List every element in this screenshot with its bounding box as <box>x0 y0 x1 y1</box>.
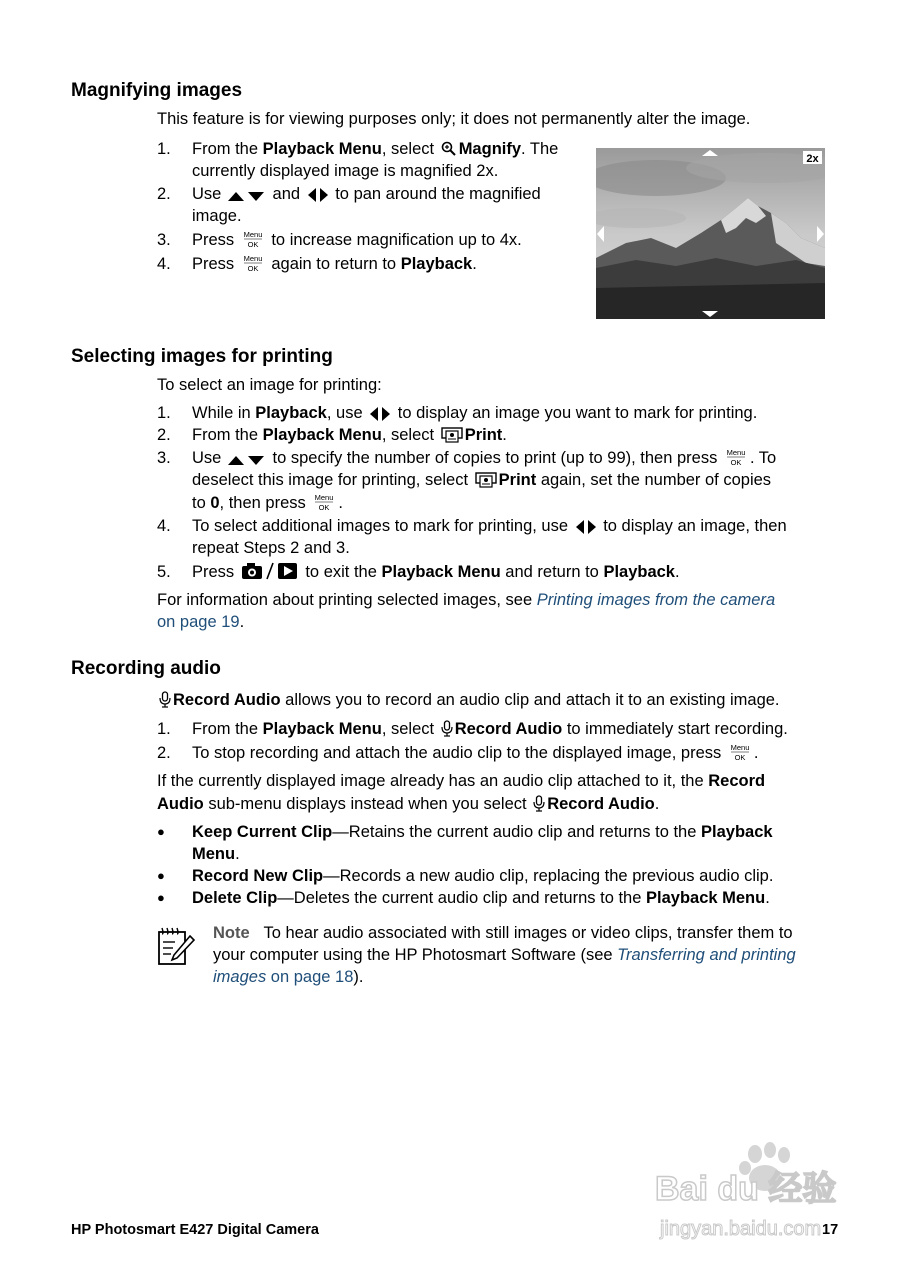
svg-text:OK: OK <box>318 503 330 512</box>
magnify-step-2-line2: image. <box>192 207 242 225</box>
heading-recording-audio: Recording audio <box>71 658 221 679</box>
svg-text:OK: OK <box>247 240 259 249</box>
magnified-mountain-photo <box>596 148 825 319</box>
svg-text:Menu: Menu <box>726 448 746 457</box>
print-step-3-line2: deselect this image for printing, select Print again, set the number of copies <box>192 469 771 494</box>
note-text-line2: your computer using the HP Photosmart Software (see Transferring and printing <box>213 946 796 964</box>
print-step-5: Press to exit the Playback Menu and return to Playback. <box>192 561 680 586</box>
print-step-4-num: 4. <box>157 517 171 535</box>
menu-ok-icon <box>241 229 265 249</box>
print-step-3-num: 3. <box>157 449 171 467</box>
left-right-arrows-icon <box>307 186 329 208</box>
heading-magnifying: Magnifying images <box>71 80 243 101</box>
print-step-3-line3: to 0, then press Menu OK . <box>192 493 343 512</box>
link-transferring[interactable]: Transferring and printing <box>617 946 796 964</box>
print-step-2: From the Playback Menu, select Print. <box>192 424 507 449</box>
print-info: For information about printing selected images, see Printing images from the camera <box>157 591 776 609</box>
camera-playback-icon <box>241 562 299 586</box>
print-info-line2: on page 19. <box>157 613 245 631</box>
magnify-step-2: Use and to pan around the magnified <box>192 183 541 208</box>
svg-text:OK: OK <box>734 753 746 762</box>
print-step-2-num: 2. <box>157 426 171 444</box>
magnify-step-1: From the Playback Menu, select Magnify. The <box>192 138 558 163</box>
print-intro: To select an image for printing: <box>157 376 382 394</box>
magnify-step-1-line2: currently displayed image is magnified 2x. <box>192 162 499 180</box>
print-step-1-num: 1. <box>157 404 171 422</box>
left-right-arrows-icon <box>575 518 597 540</box>
audio-para: If the currently displayed image already has an audio clip attached to it, the Record <box>157 772 766 790</box>
audio-step-2: To stop recording and attach the audio clip to the displayed image, press Menu OK . <box>192 743 759 762</box>
magnify-intro: This feature is for viewing purposes only; it does not permanently alter the image. <box>157 110 751 128</box>
audio-step-2-num: 2. <box>157 744 171 762</box>
audio-intro: Record Audio allows you to record an audio clip and attach it to an existing image. <box>157 689 780 714</box>
microphone-icon <box>441 720 453 743</box>
bullet-keep-current-clip: Keep Current Clip—Retains the current audio clip and returns to the Playback <box>192 823 773 841</box>
print-icon <box>441 427 463 449</box>
bullet-marker: ● <box>157 868 165 883</box>
svg-text:OK: OK <box>730 458 742 467</box>
audio-step-1: From the Playback Menu, select Record Audio to immediately start recording. <box>192 718 788 743</box>
print-step-1: While in Playback, use to display an image you want to mark for printing. <box>192 402 757 427</box>
bullet-record-new-clip: Record New Clip—Records a new audio clip, replacing the previous audio clip. <box>192 867 774 885</box>
svg-text:Menu: Menu <box>314 493 334 502</box>
bullet-marker: ● <box>157 824 165 839</box>
audio-para-line2: Audio sub-menu displays instead when you select Record Audio. <box>157 793 659 818</box>
footer-title: HP Photosmart E427 Digital Camera <box>71 1222 319 1238</box>
print-step-5-num: 5. <box>157 563 171 581</box>
note-text: Note To hear audio associated with still images or video clips, transfer them to <box>213 924 793 942</box>
svg-text:Menu: Menu <box>243 254 263 263</box>
bullet-keep-current-clip-line2: Menu. <box>192 845 240 863</box>
print-step-3: Use to specify the number of copies to print (up to 99), then press Menu OK . To <box>192 447 776 472</box>
link-printing-images[interactable]: Printing images from the camera <box>536 591 776 609</box>
watermark-url: jingyan.baidu.com <box>660 1218 822 1240</box>
print-icon <box>475 472 497 494</box>
magnify-step-2-num: 2. <box>157 185 171 203</box>
menu-ok-icon <box>728 742 752 762</box>
microphone-icon <box>159 691 171 714</box>
bullet-marker: ● <box>157 890 165 905</box>
audio-step-1-num: 1. <box>157 720 171 738</box>
watermark-brand: Bai du 经验 <box>655 1170 837 1208</box>
zoom-badge: 2x <box>806 153 819 165</box>
link-transferring-cont[interactable]: images <box>213 968 267 986</box>
bullet-delete-clip: Delete Clip—Deletes the current audio clip and returns to the Playback Menu. <box>192 889 770 907</box>
menu-ok-icon <box>312 492 336 512</box>
microphone-icon <box>533 795 545 818</box>
print-step-4-line2: repeat Steps 2 and 3. <box>192 539 350 557</box>
link-page-19[interactable]: on page 19 <box>157 613 240 631</box>
page-number: 17 <box>822 1222 839 1238</box>
heading-printing: Selecting images for printing <box>71 346 333 367</box>
baidu-watermark <box>655 1140 870 1245</box>
magnify-step-1-num: 1. <box>157 140 171 158</box>
link-page-18[interactable]: on page 18 <box>266 968 354 986</box>
magnify-step-4-num: 4. <box>157 255 171 273</box>
svg-text:Menu: Menu <box>243 230 263 239</box>
magnify-step-3-num: 3. <box>157 231 171 249</box>
magnify-step-3: Press Menu OK to increase magnification up to 4x. <box>192 230 522 249</box>
svg-text:OK: OK <box>247 264 259 273</box>
menu-ok-icon <box>724 447 748 467</box>
note-text-line3: images on page 18). <box>213 968 364 986</box>
svg-text:Menu: Menu <box>730 743 750 752</box>
print-step-4: To select additional images to mark for printing, use to display an image, then <box>192 515 787 540</box>
note-icon <box>157 926 195 971</box>
magnify-step-4: Press Menu OK again to return to Playback. <box>192 254 477 273</box>
menu-ok-icon <box>241 253 265 273</box>
